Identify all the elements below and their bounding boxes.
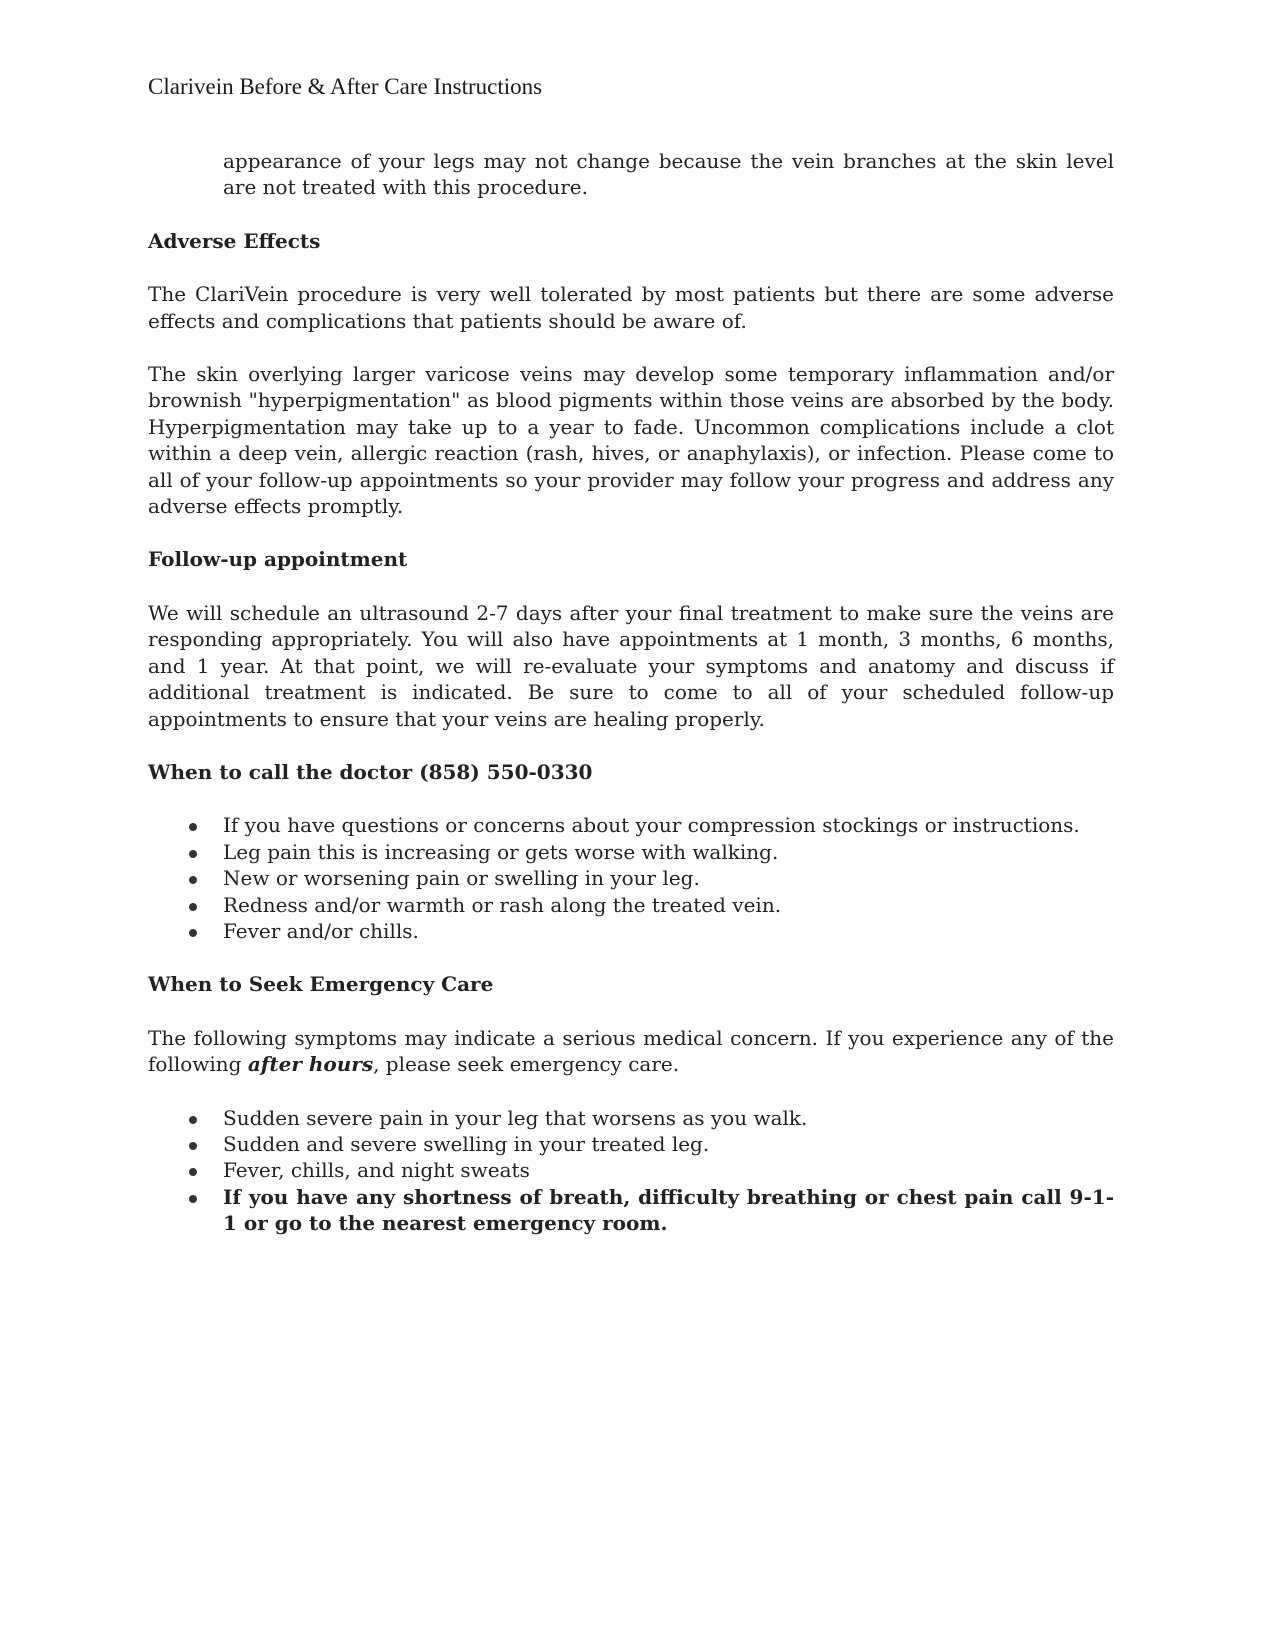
list-item <box>148 812 1114 838</box>
follow-up-heading: Follow-up appointment <box>148 547 408 572</box>
emergency-paragraph <box>148 1025 1114 1078</box>
bullet-icon <box>189 929 197 937</box>
list-item <box>148 865 1114 891</box>
list-item <box>148 839 1114 865</box>
list-item-text: Redness and/or warmth or rash along the treated vein. <box>223 892 782 917</box>
bullet-icon <box>189 823 197 831</box>
page-title: Clarivein Before & After Care Instructions <box>148 74 543 99</box>
emergency-paragraph-start: The following symptoms may indicate a serious medical concern. If you experience any of the following <box>148 1025 1114 1077</box>
call-doctor-list <box>148 812 1114 944</box>
follow-up-paragraph: We will schedule an ultrasound 2-7 days after your final treatment to make sure the veins are responding appropriately. You will also have appointments at 1 month, 3 months, 6 months, and 1 year. At that point, we will re-evaluate your symptoms and anatomy and discuss if additional treatment is indicated. Be sure to come to all of your scheduled follow-up appointments to ensure that your veins are healing properly. <box>148 600 1114 731</box>
adverse-effects-heading: Adverse Effects <box>148 228 321 253</box>
list-item-text: Sudden severe pain in your leg that worsens as you walk. <box>223 1105 808 1130</box>
list-item-emergency-call <box>148 1184 1114 1237</box>
call-doctor-heading: When to call the doctor (858) 550-0330 <box>148 759 593 784</box>
bullet-icon <box>189 903 197 911</box>
bullet-icon <box>189 1142 197 1150</box>
list-item-text: Fever and/or chills. <box>223 918 419 943</box>
list-item <box>148 918 1114 944</box>
emergency-heading: When to Seek Emergency Care <box>148 972 494 997</box>
list-item <box>148 892 1114 918</box>
adverse-effects-paragraph-1: The ClariVein procedure is very well tolerated by most patients but there are some adverse effects and complications that patients should be aware of. <box>148 282 1114 333</box>
list-item-text: New or worsening pain or swelling in your leg. <box>223 866 700 891</box>
list-item <box>148 1131 1114 1157</box>
list-item-text: Sudden and severe swelling in your treated leg. <box>223 1131 710 1156</box>
bullet-icon <box>189 1195 197 1203</box>
list-item-text: Fever, chills, and night sweats <box>223 1158 530 1183</box>
list-item <box>148 1157 1114 1183</box>
intro-paragraph: appearance of your legs may not change because the vein branches at the skin level are not treated with this procedure. <box>223 149 1114 200</box>
document-body <box>148 148 1114 1264</box>
list-item-text: If you have questions or concerns about your compression stockings or instructions. <box>223 813 1080 838</box>
emergency-list <box>148 1105 1114 1237</box>
list-item-text: Leg pain this is increasing or gets worse with walking. <box>223 839 779 864</box>
bullet-icon <box>189 1168 197 1176</box>
bullet-icon <box>189 876 197 884</box>
bullet-icon <box>189 1116 197 1124</box>
after-hours-emphasis: after hours <box>247 1052 374 1077</box>
emergency-paragraph-end: , please seek emergency care. <box>373 1052 680 1077</box>
list-item-text: If you have any shortness of breath, difficulty breathing or chest pain call 9-1-1 or go to the nearest emergency room. <box>223 1184 1114 1236</box>
list-item <box>148 1105 1114 1131</box>
bullet-icon <box>189 850 197 858</box>
adverse-effects-paragraph-2: The skin overlying larger varicose veins may develop some temporary inflammation and/or brownish "hyperpigmentation" as blood pigments within those veins are absorbed by the body. Hyperpigmentation may take up to a year to fade. Uncommon complications include a clot within a deep vein, allergic reaction (rash, hives, or anaphylaxis), or infection. Please come to all of your follow-up appointments so your provider may follow your progress and address any adverse effects promptly. <box>148 362 1114 519</box>
